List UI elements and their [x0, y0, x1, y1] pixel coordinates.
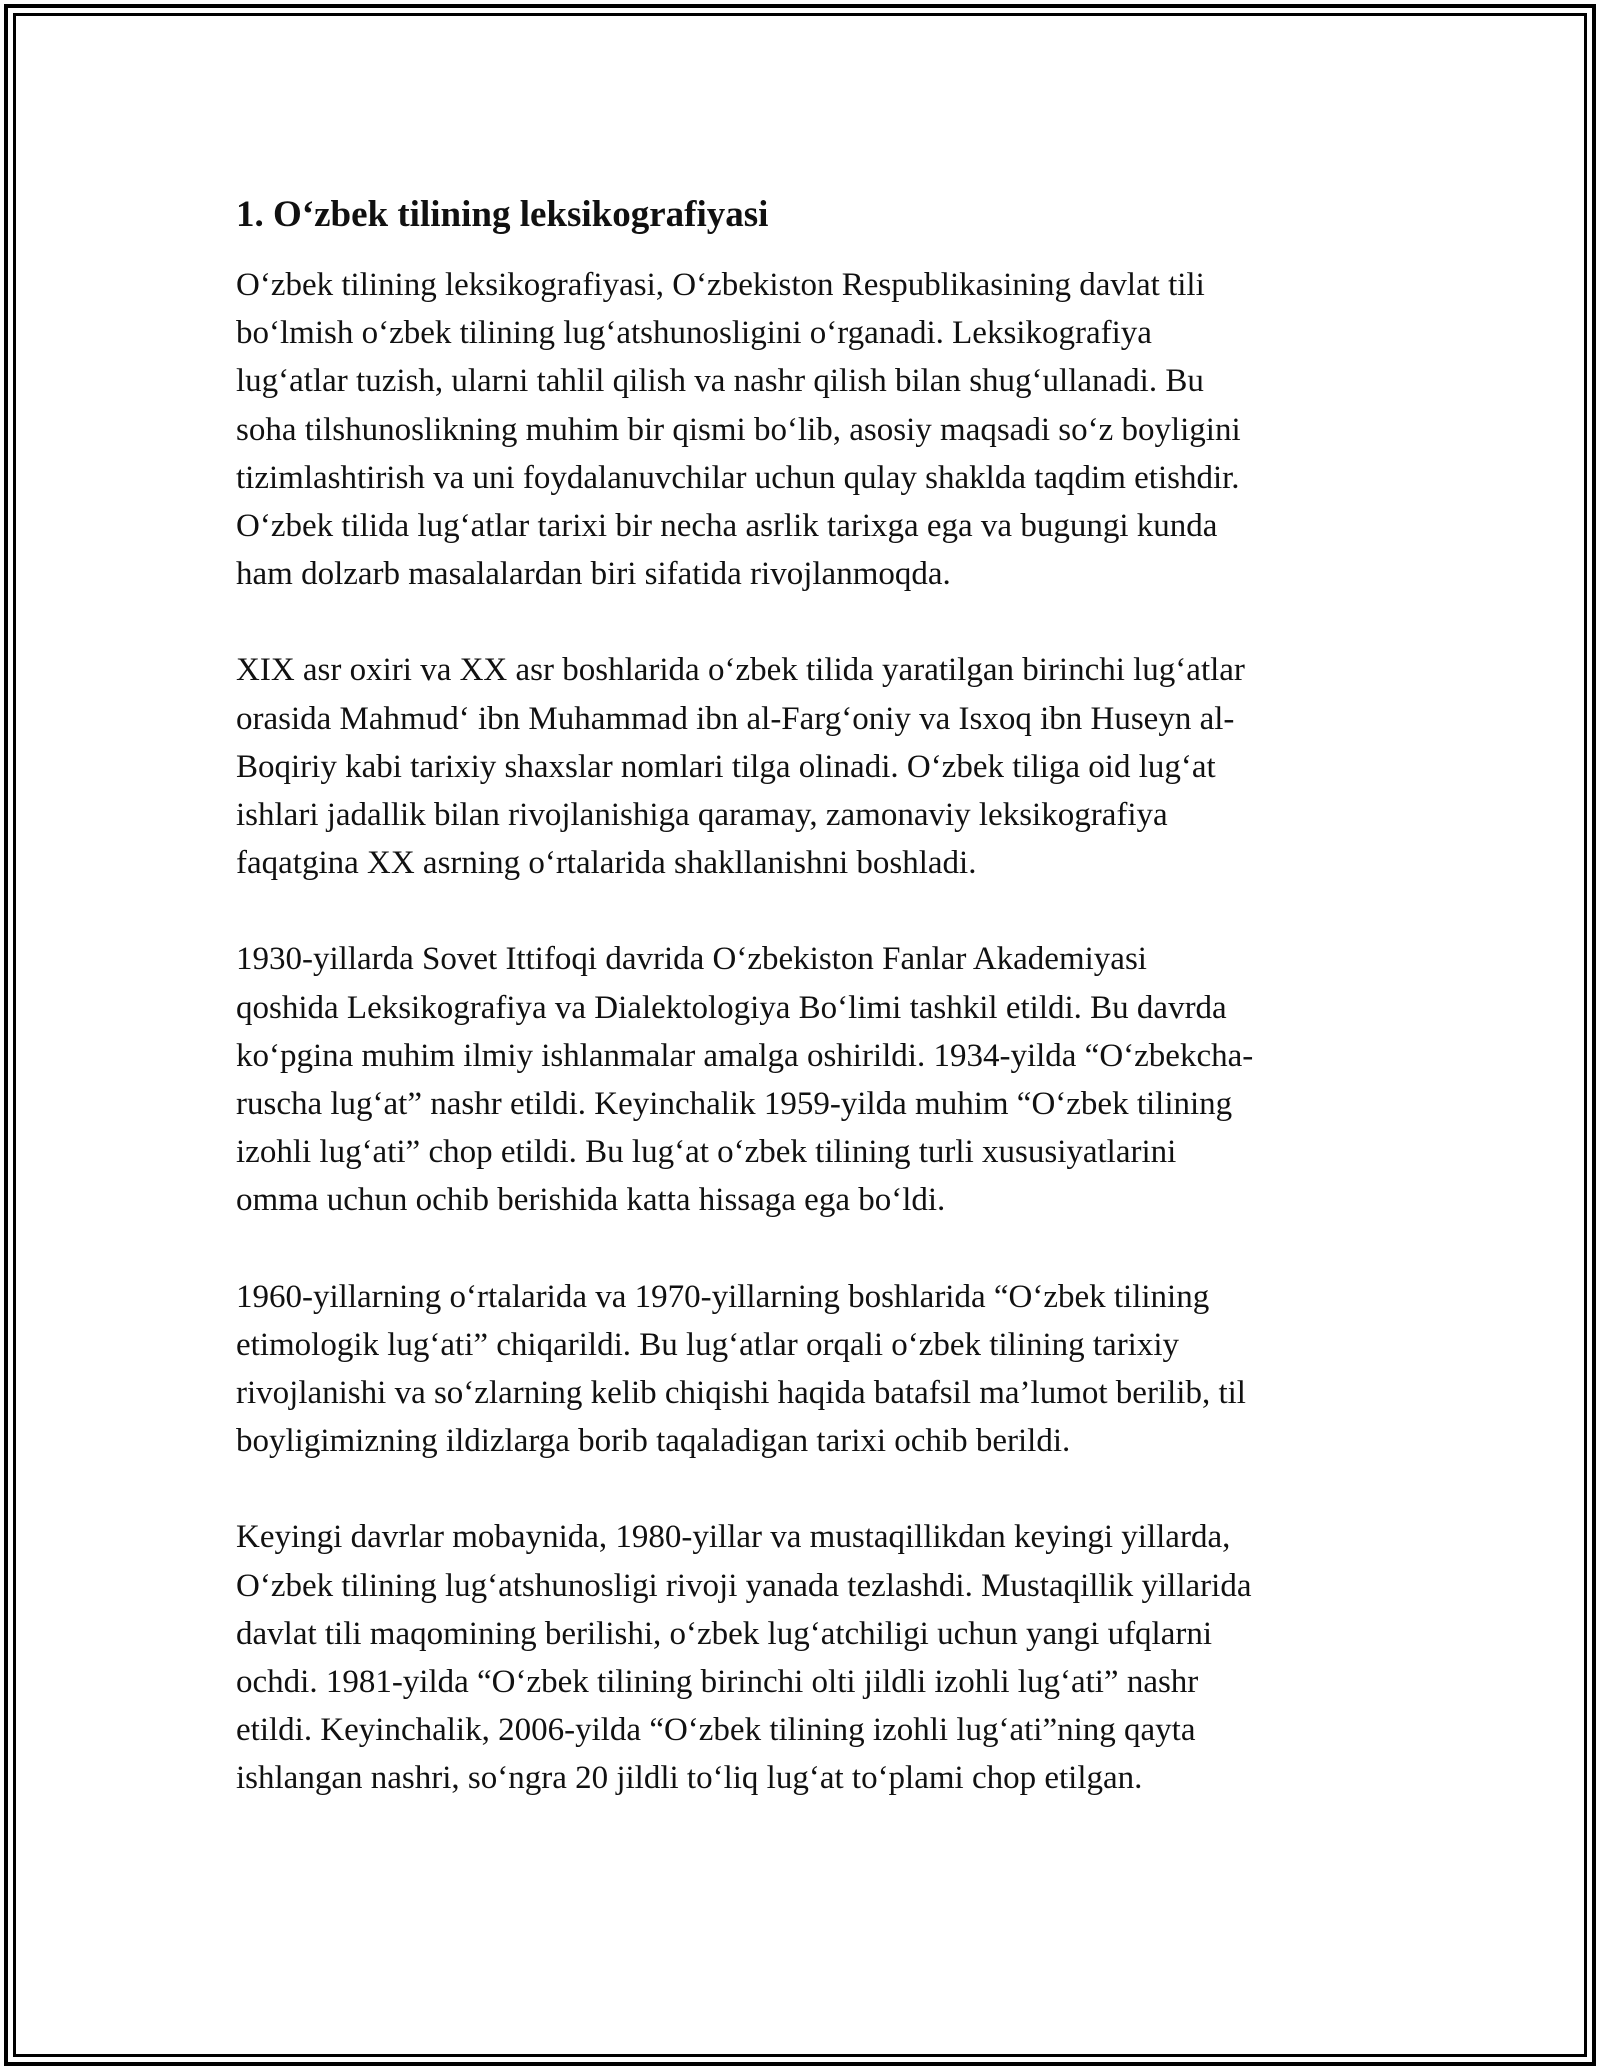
paragraph-line: 1960-yillarning o‘rtalarida va 1970-yillarning boshlarida “O‘zbek tilining	[236, 1278, 1210, 1315]
paragraph-3	[236, 935, 1376, 1224]
paragraph-4	[236, 1273, 1376, 1466]
section-title: 1. O‘zbek tilining leksikografiyasi	[236, 194, 769, 235]
paragraph-line: ko‘pgina muhim ilmiy ishlanmalar amalga oshirildi. 1934-yilda “O‘zbekcha-	[236, 1037, 1254, 1074]
paragraph-line: etimologik lug‘ati” chiqarildi. Bu lug‘atlar orqali o‘zbek tilining tarixiy	[236, 1326, 1180, 1363]
paragraph-line: faqatgina XX asrning o‘rtalarida shakllanishni boshladi.	[236, 845, 977, 882]
paragraph-line: Boqiriy kabi tarixiy shaxslar nomlari tilga olinadi. O‘zbek tiliga oid lug‘at	[236, 748, 1216, 785]
paragraph-line: davlat tili maqomining berilishi, o‘zbek lug‘atchiligi uchun yangi ufqlarni	[236, 1615, 1213, 1652]
paragraph-line: ham dolzarb masalalardan biri sifatida rivojlanmoqda.	[236, 556, 951, 593]
paragraph-2	[236, 646, 1376, 887]
paragraph-line: bo‘lmish o‘zbek tilining lug‘atshunosligini o‘rganadi. Leksikografiya	[236, 315, 1152, 352]
paragraph-line: omma uchun ochib berishida katta hissaga ega bo‘ldi.	[236, 1182, 946, 1219]
paragraph-line: 1930-yillarda Sovet Ittifoqi davrida O‘zbekiston Fanlar Akademiyasi	[236, 941, 1147, 978]
paragraph-line: lug‘atlar tuzish, ularni tahlil qilish va nashr qilish bilan shug‘ullanadi. Bu	[236, 363, 1204, 400]
document-body	[236, 185, 1376, 1851]
paragraph-line: rivojlanishi va so‘zlarning kelib chiqishi haqida batafsil ma’lumot berilib, til	[236, 1375, 1246, 1412]
paragraph-line: boyligimizning ildizlarga borib taqaladigan tarixi ochib berildi.	[236, 1423, 1071, 1460]
paragraph-line: etildi. Keyinchalik, 2006-yilda “O‘zbek tilining izohli lug‘ati”ning qayta	[236, 1712, 1196, 1749]
paragraph-line: ishlari jadallik bilan rivojlanishiga qaramay, zamonaviy leksikografiya	[236, 797, 1168, 834]
paragraph-line: XIX asr oxiri va XX asr boshlarida o‘zbek tilida yaratilgan birinchi lug‘atlar	[236, 652, 1245, 689]
paragraph-line: soha tilshunoslikning muhim bir qismi bo‘lib, asosiy maqsadi so‘z boyligini	[236, 411, 1241, 448]
paragraph-5	[236, 1513, 1376, 1802]
paragraph-line: orasida Mahmud‘ ibn Muhammad ibn al-Farg‘oniy va Isxoq ibn Huseyn al-	[236, 700, 1235, 737]
paragraph-line: O‘zbek tilining leksikografiyasi, O‘zbekiston Respublikasining davlat tili	[236, 267, 1205, 303]
paragraph-line: ruscha lug‘at” nashr etildi. Keyinchalik 1959-yilda muhim “O‘zbek tilining	[236, 1086, 1233, 1123]
paragraph-line: Keyingi davrlar mobaynida, 1980-yillar va mustaqillikdan keyingi yillarda,	[236, 1519, 1231, 1556]
paragraph-line: qoshida Leksikografiya va Dialektologiya Bo‘limi tashkil etildi. Bu davrda	[236, 989, 1227, 1026]
paragraph-line: tizimlashtirish va uni foydalanuvchilar uchun qulay shaklda taqdim etishdir.	[236, 459, 1240, 496]
paragraph-line: ishlangan nashri, so‘ngra 20 jildli to‘liq lug‘at to‘plami chop etilgan.	[236, 1760, 1143, 1797]
paragraph-line: ochdi. 1981-yilda “O‘zbek tilining birinchi olti jildli izohli lug‘ati” nashr	[236, 1664, 1199, 1701]
paragraph-line: O‘zbek tilida lug‘atlar tarixi bir necha asrlik tarixga ega va bugungi kunda	[236, 508, 1218, 545]
paragraph-line: O‘zbek tilining lug‘atshunosligi rivoji yanada tezlashdi. Mustaqillik yillarida	[236, 1567, 1252, 1604]
paragraph-line: izohli lug‘ati” chop etildi. Bu lug‘at o‘zbek tilining turli xususiyatlarini	[236, 1134, 1177, 1171]
paragraph-1	[236, 261, 1376, 598]
